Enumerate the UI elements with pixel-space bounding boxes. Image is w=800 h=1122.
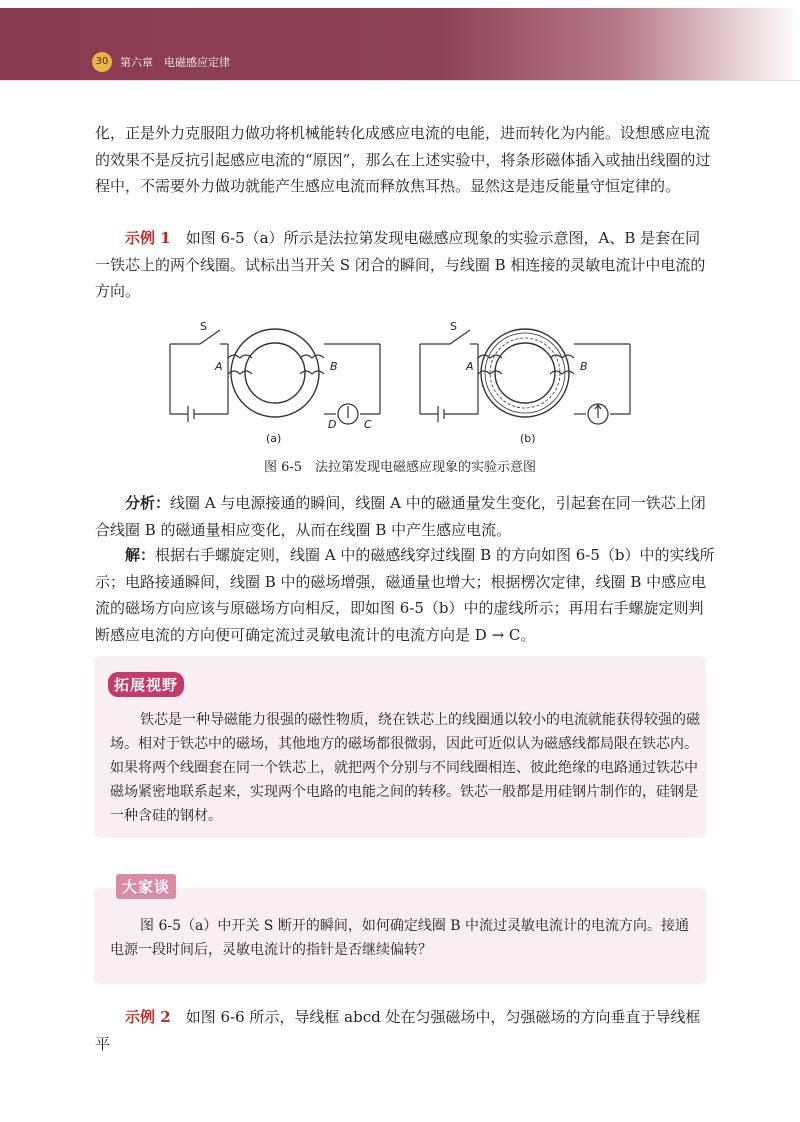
label-coil-a: A xyxy=(215,360,223,373)
label-coil-b: B xyxy=(330,360,338,373)
example-1 xyxy=(95,225,715,305)
example-2-text: 如图 6-6 所示，导线框 abcd 处在匀强磁场中，匀强磁场的方向垂直于导线框平 xyxy=(95,1008,701,1053)
header-rule xyxy=(0,80,800,81)
example-2-label: 示例 2 xyxy=(125,1008,171,1026)
label-fig-b: (b) xyxy=(520,432,536,445)
example-1-label: 示例 1 xyxy=(125,229,171,247)
solution-text: 根据右手螺旋定则，线圈 A 中的磁感线穿过线圈 B 的方向如图 6-5（b）中的实线所示；电路接通瞬间，线圈 B 中的磁场增强，磁通量也增大；根据楞次定律，线圈 B 中感应电流的磁场方向应该与原磁场方向相反，即如图 6-5（b）中的虚线所示；再用右手螺旋定则判断感应电流的方向便可确定流过灵敏电流计的电流方向是 D → C。 xyxy=(95,546,715,644)
figure-caption: 图 6-5 法拉第发现电磁感应现象的实验示意图 xyxy=(263,460,537,475)
label-switch-a: S xyxy=(200,320,207,333)
example-1-text: 如图 6-5（a）所示是法拉第发现电磁感应现象的实验示意图，A、B 是套在同一铁芯上的两个线圈。试标出当开关 S 闭合的瞬间，与线圈 B 相连接的灵敏电流计中电流的方向。 xyxy=(95,229,706,300)
talk-text xyxy=(110,914,700,962)
expand-text xyxy=(110,708,700,828)
label-coil-a-b: A xyxy=(466,360,474,373)
expand-title: 拓展视野 xyxy=(108,672,184,697)
solution xyxy=(95,542,715,648)
talk-title: 大家谈 xyxy=(116,874,176,899)
label-point-c: C xyxy=(364,418,372,431)
page-number: 30 xyxy=(92,52,112,72)
analysis-text: 线圈 A 与电源接通的瞬间，线圈 A 中的磁通量发生变化，引起套在同一铁芯上闭合线圈 B 的磁通量相应变化，从而在线圈 B 中产生感应电流。 xyxy=(95,494,706,539)
example-2 xyxy=(95,1004,715,1057)
solution-label: 解： xyxy=(125,546,156,564)
chapter-title: 第六章 电磁感应定律 xyxy=(120,56,230,69)
figure-6-5a xyxy=(160,318,390,448)
analysis xyxy=(95,490,715,543)
label-fig-a: (a) xyxy=(266,432,282,445)
analysis-label: 分析： xyxy=(125,494,171,512)
figure-6-5b xyxy=(410,318,640,448)
label-point-d: D xyxy=(328,418,337,431)
paragraph-intro: 化，正是外力克服阻力做功将机械能转化成感应电流的电能，进而转化为内能。设想感应电流的效果不是反抗引起感应电流的“原因”，那么在上述实验中，将条形磁体插入或抽出线圈的过程中，不需要外力做功就能产生感应电流而释放焦耳热。显然这是违反能量守恒定律的。 xyxy=(95,124,711,195)
expand-text-content: 铁芯是一种导磁能力很强的磁性物质，绕在铁芯上的线圈通以较小的电流就能获得较强的磁场。相对于铁芯中的磁场，其他地方的磁场都很微弱，因此可近似认为磁感线都局限在铁芯内。如果将两个线圈套在同一个铁芯上，就把两个分别与不同线圈相连、彼此绝缘的电路通过铁芯中磁场紧密地联系起来，实现两个电路的电能之间的转移。铁芯一般都是用硅钢片制作的，硅钢是一种含硅的钢材。 xyxy=(110,712,700,824)
talk-text-content: 图 6-5（a）中开关 S 断开的瞬间，如何确定线圈 B 中流过灵敏电流计的电流方向。接通电源一段时间后，灵敏电流计的指针是否继续偏转？ xyxy=(110,918,690,958)
label-switch-b: S xyxy=(450,320,457,333)
label-coil-b-b: B xyxy=(580,360,588,373)
